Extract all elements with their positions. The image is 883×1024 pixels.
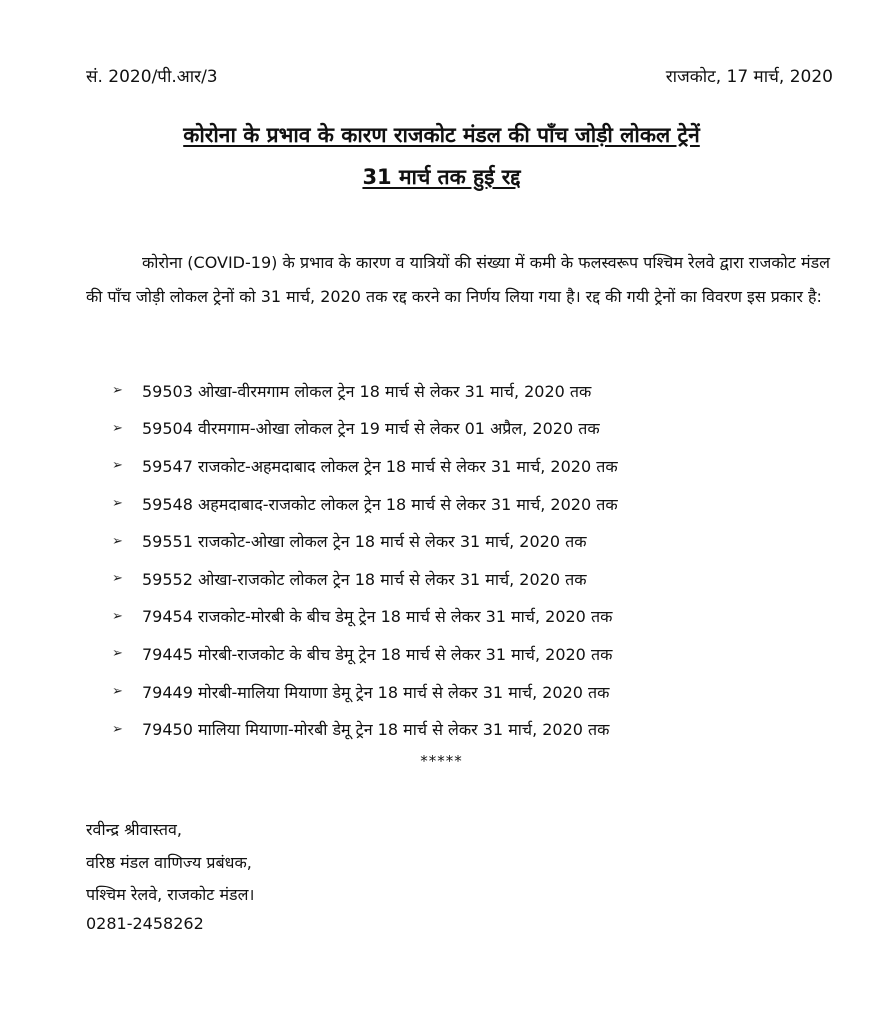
train-entry: 59551 राजकोट-ओखा लोकल ट्रेन 18 मार्च से लेकर 31 मार्च, 2020 तक xyxy=(142,532,587,552)
arrowhead-bullet-icon: ➢ xyxy=(112,721,123,737)
train-entry: 79454 राजकोट-मोरबी के बीच डेमू ट्रेन 18 मार्च से लेकर 31 मार्च, 2020 तक xyxy=(142,607,613,627)
list-item xyxy=(112,598,618,636)
list-item xyxy=(112,560,618,598)
train-entry: 59504 वीरमगाम-ओखा लोकल ट्रेन 19 मार्च से लेकर 01 अप्रैल, 2020 तक xyxy=(142,419,600,439)
arrowhead-bullet-icon: ➢ xyxy=(112,383,123,399)
arrowhead-bullet-icon: ➢ xyxy=(112,420,123,436)
body-paragraph: कोरोना (COVID-19) के प्रभाव के कारण व यात्रियों की संख्या में कमी के फलस्वरूप पश्चिम रेलवे द्वारा राजकोट मंडल की पाँच जोड़ी लोकल ट्रेनों को 31 मार्च, 2020 तक रद्द करने का निर्णय लिया गया है। रद्द की गयी ट्रेनों का विवरण इस प्रकार है: xyxy=(86,253,830,306)
list-item xyxy=(112,372,618,410)
list-item xyxy=(112,485,618,523)
arrowhead-bullet-icon: ➢ xyxy=(112,533,123,549)
headline-line-1: कोरोना के प्रभाव के कारण राजकोट मंडल की पाँच जोड़ी लोकल ट्रेनें xyxy=(183,123,700,147)
place-and-date: राजकोट, 17 मार्च, 2020 xyxy=(665,67,833,87)
train-entry: 59503 ओखा-वीरमगाम लोकल ट्रेन 18 मार्च से लेकर 31 मार्च, 2020 तक xyxy=(142,381,592,401)
headline-line-2: 31 मार्च तक हुई रद्द xyxy=(362,165,521,189)
train-entry: 79450 मालिया मियाणा-मोरबी डेमू ट्रेन 18 मार्च से लेकर 31 मार्च, 2020 तक xyxy=(142,720,610,740)
contact-phone: 0281-2458262 xyxy=(86,914,204,933)
train-entry: 59552 ओखा-राजकोट लोकल ट्रेन 18 मार्च से लेकर 31 मार्च, 2020 तक xyxy=(142,569,587,589)
cancelled-trains-list xyxy=(112,372,618,748)
list-item xyxy=(112,447,618,485)
arrowhead-bullet-icon: ➢ xyxy=(112,646,123,662)
list-item xyxy=(112,673,618,711)
list-item xyxy=(112,522,618,560)
reference-number: सं. 2020/पी.आर/3 xyxy=(86,67,218,87)
arrowhead-bullet-icon: ➢ xyxy=(112,608,123,624)
train-entry: 79445 मोरबी-राजकोट के बीच डेमू ट्रेन 18 मार्च से लेकर 31 मार्च, 2020 तक xyxy=(142,644,613,664)
arrowhead-bullet-icon: ➢ xyxy=(112,496,123,512)
arrowhead-bullet-icon: ➢ xyxy=(112,458,123,474)
signatory-designation: वरिष्ठ मंडल वाणिज्य प्रबंधक, xyxy=(86,853,252,872)
train-entry: 59548 अहमदाबाद-राजकोट लोकल ट्रेन 18 मार्च से लेकर 31 मार्च, 2020 तक xyxy=(142,494,618,514)
signatory-organization: पश्चिम रेलवे, राजकोट मंडल। xyxy=(86,885,255,904)
section-separator: ***** xyxy=(420,752,463,770)
arrowhead-bullet-icon: ➢ xyxy=(112,571,123,587)
train-entry: 79449 मोरबी-मालिया मियाणा डेमू ट्रेन 18 मार्च से लेकर 31 मार्च, 2020 तक xyxy=(142,682,610,702)
signatory-name: रवीन्द्र श्रीवास्तव, xyxy=(86,820,182,839)
train-entry: 59547 राजकोट-अहमदाबाद लोकल ट्रेन 18 मार्च से लेकर 31 मार्च, 2020 तक xyxy=(142,456,618,476)
arrowhead-bullet-icon: ➢ xyxy=(112,684,123,700)
list-item xyxy=(112,410,618,448)
list-item xyxy=(112,710,618,748)
list-item xyxy=(112,635,618,673)
